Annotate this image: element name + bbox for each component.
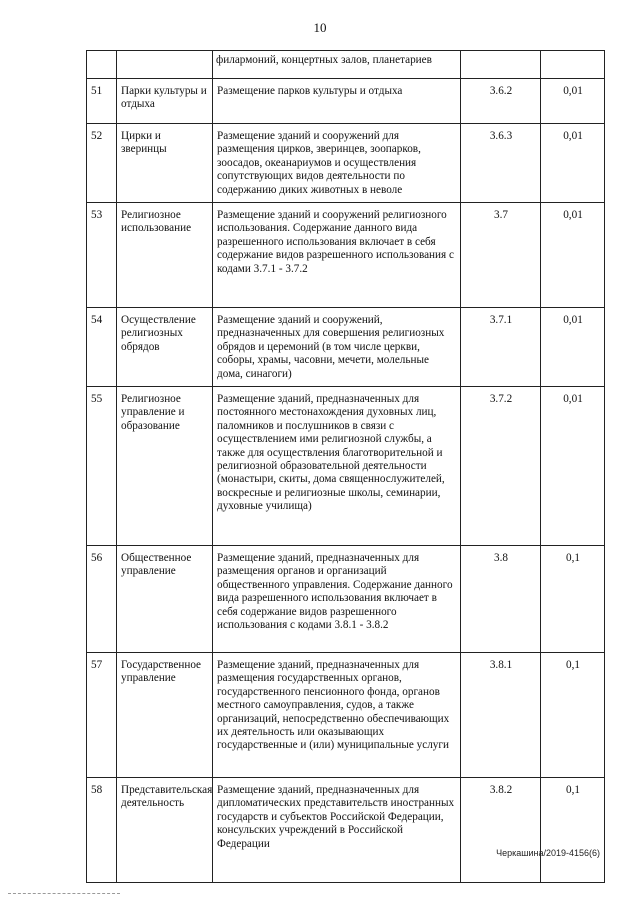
- table-row: [87, 546, 605, 653]
- land-use-table: [86, 50, 605, 883]
- row-number: 55: [87, 387, 117, 546]
- use-code: 3.7: [461, 203, 541, 308]
- use-name: Парки культуры и отдыха: [117, 79, 213, 124]
- table-row: [87, 778, 605, 883]
- cell-code: [461, 51, 541, 79]
- row-number: 54: [87, 308, 117, 387]
- use-code: 3.8: [461, 546, 541, 653]
- document-reference: Черкашина/2019-4156(6): [496, 848, 600, 858]
- row-number: 51: [87, 79, 117, 124]
- use-description: Размещение зданий и сооружений, предназначенных для совершения религиозных обрядов и церемоний (в том числе церкви, соборы, храмы, часовни, мечети, молельные дома, синагоги): [213, 308, 461, 387]
- use-name: Общественное управление: [117, 546, 213, 653]
- cell-value: [541, 51, 605, 79]
- table-row: [87, 653, 605, 778]
- use-name: Осуществление религиозных обрядов: [117, 308, 213, 387]
- use-code: 3.8.1: [461, 653, 541, 778]
- coefficient-value: 0,01: [541, 308, 605, 387]
- footer-divider: [8, 893, 120, 894]
- page-number: 10: [313, 20, 327, 35]
- use-description: Размещение зданий, предназначенных для дипломатических представительств иностранных государств и субъектов Российской Федерации, консульских учреждений в Российской Федерации: [213, 778, 461, 883]
- use-name: Представительская деятельность: [117, 778, 213, 883]
- table-row: [87, 124, 605, 203]
- use-description: Размещение зданий, предназначенных для размещения государственных органов, государственного пенсионного фонда, органов местного самоуправления, судов, а также организаций, непосредственно обеспечивающих их деятельность или оказывающих государственные и (или) муниципальные услуги: [213, 653, 461, 778]
- use-description: Размещение зданий, предназначенных для размещения органов и организаций общественного управления. Содержание данного вида разрешенного использования включает в себя содержание видов разрешенного использования с кодами 3.8.1 - 3.8.2: [213, 546, 461, 653]
- table-row: [87, 203, 605, 308]
- cell-desc: филармоний, концертных залов, планетариев: [213, 51, 461, 79]
- coefficient-value: 0,01: [541, 203, 605, 308]
- row-number: 57: [87, 653, 117, 778]
- use-name: Религиозное использование: [117, 203, 213, 308]
- use-name: Государственное управление: [117, 653, 213, 778]
- use-code: 3.6.2: [461, 79, 541, 124]
- use-code: 3.7.1: [461, 308, 541, 387]
- use-code: 3.8.2: [461, 778, 541, 883]
- continuation-row: [87, 51, 605, 79]
- use-code: 3.7.2: [461, 387, 541, 546]
- use-code: 3.6.3: [461, 124, 541, 203]
- row-number: 52: [87, 124, 117, 203]
- table-row: [87, 79, 605, 124]
- use-name: Цирки и зверинцы: [117, 124, 213, 203]
- cell-num: [87, 51, 117, 79]
- use-description: Размещение зданий и сооружений для размещения цирков, зверинцев, зоопарков, зоосадов, океанариумов и осуществления сопутствующих видов деятельности по содержанию диких животных в неволе: [213, 124, 461, 203]
- table-row: [87, 387, 605, 546]
- coefficient-value: 0,1: [541, 546, 605, 653]
- use-description: Размещение парков культуры и отдыха: [213, 79, 461, 124]
- row-number: 56: [87, 546, 117, 653]
- coefficient-value: 0,01: [541, 387, 605, 546]
- use-name: Религиозное управление и образование: [117, 387, 213, 546]
- coefficient-value: 0,01: [541, 79, 605, 124]
- row-number: 53: [87, 203, 117, 308]
- use-description: Размещение зданий и сооружений религиозного использования. Содержание данного вида разрешенного использования включает в себя содержание видов разрешенного использования с кодами 3.7.1 - 3.7.2: [213, 203, 461, 308]
- use-description: Размещение зданий, предназначенных для постоянного местонахождения духовных лиц, паломников и послушников в связи с осуществлением ими религиозной службы, а также для осуществления благотворительной и религиозной образовательной деятельности (монастыри, скиты, дома священнослужителей, воскресные и религиозные школы, семинарии, духовные училища): [213, 387, 461, 546]
- row-number: 58: [87, 778, 117, 883]
- table-row: [87, 308, 605, 387]
- coefficient-value: 0,1: [541, 653, 605, 778]
- coefficient-value: 0,1: [541, 778, 605, 883]
- cell-name: [117, 51, 213, 79]
- coefficient-value: 0,01: [541, 124, 605, 203]
